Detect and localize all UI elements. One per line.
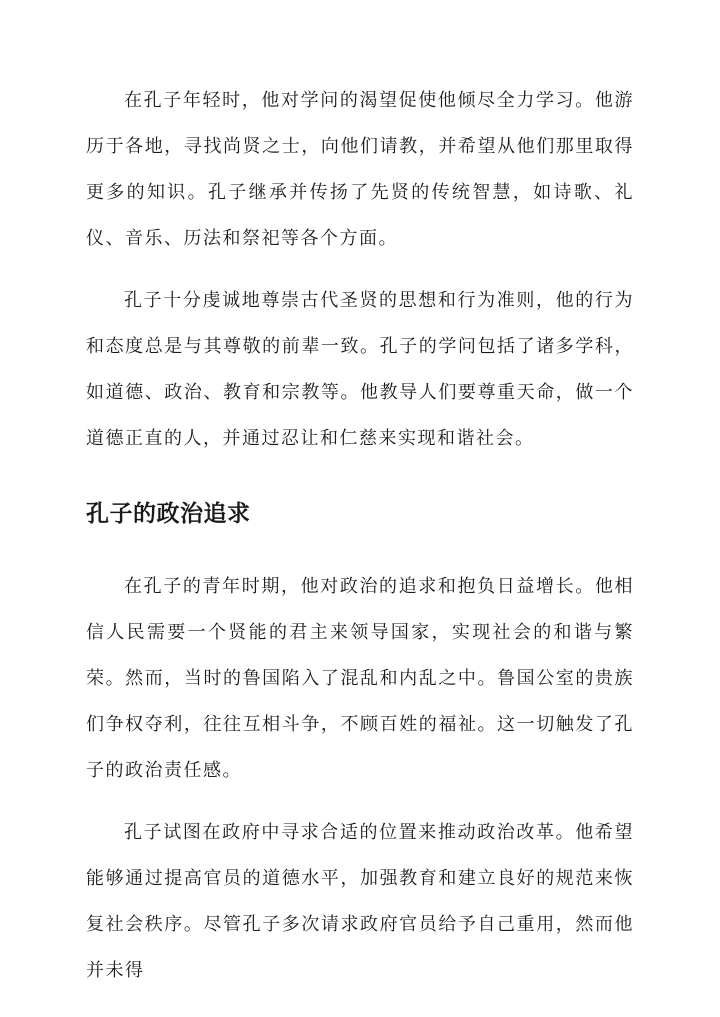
intro-section — [86, 78, 634, 462]
body-paragraph: 孔子十分虔诚地尊崇古代圣贤的思想和行为准则，他的行为和态度总是与其尊敬的前辈一致。孔子的学问包括了诸多学科，如道德、政治、教育和宗教等。他教导人们要尊重天命，做一个道德正直的人，并通过忍让和仁慈来实现和谐社会。 — [86, 290, 634, 449]
section-heading: 孔子的政治追求 — [86, 500, 251, 527]
body-paragraph: 孔子试图在政府中寻求合适的位置来推动政治改革。他希望能够通过提高官员的道德水平，加强教育和建立良好的规范来恢复社会秩序。尽管孔子多次请求政府官员给予自己重用，然而他并未得 — [86, 822, 634, 981]
body-paragraph: 在孔子年轻时，他对学问的渴望促使他倾尽全力学习。他游历于各地，寻找尚贤之士，向他们请教，并希望从他们那里取得更多的知识。孔子继承并传扬了先贤的传统智慧，如诗歌、礼仪、音乐、历法和祭祀等各个方面。 — [86, 90, 634, 249]
body-paragraph: 在孔子的青年时期，他对政治的追求和抱负日益增长。他相信人民需要一个贤能的君主来领导国家，实现社会的和谐与繁荣。然而，当时的鲁国陷入了混乱和内乱之中。鲁国公室的贵族们争权夺利，往往互相斗争，不顾百姓的福祉。这一切触发了孔子的政治责任感。 — [86, 576, 634, 781]
document-page — [86, 78, 634, 994]
politics-section — [86, 564, 634, 994]
